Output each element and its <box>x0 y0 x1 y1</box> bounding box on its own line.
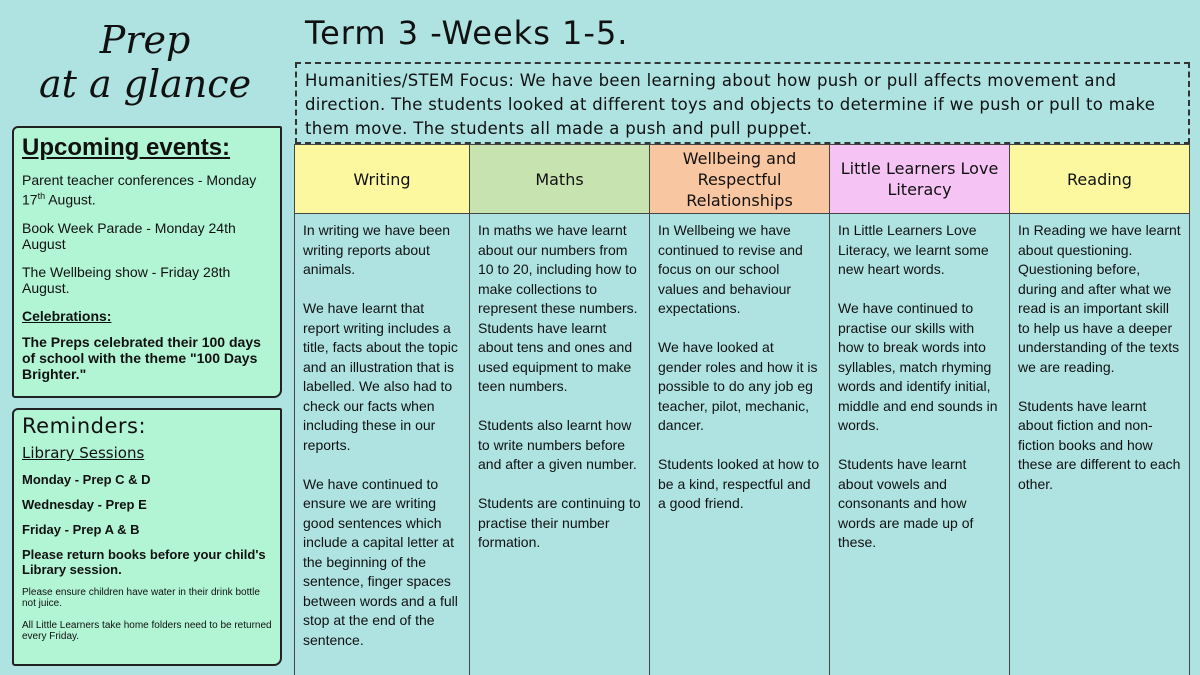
subject-header: Wellbeing and Respectful Relationships <box>650 144 829 214</box>
upcoming-events-heading: Upcoming events: <box>22 134 231 161</box>
event-item <box>22 264 272 296</box>
folders-note: All Little Learners take home folders need to be returned every Friday. <box>22 620 272 642</box>
page-title <box>20 18 270 106</box>
term-heading: Term 3 -Weeks 1-5. <box>305 14 629 52</box>
subject-header: Little Learners Love Literacy <box>830 144 1009 214</box>
subject-column-maths <box>470 144 650 675</box>
event-item <box>22 172 272 208</box>
celebrations-text: The Preps celebrated their 100 days of school with the theme "100 Days Brighter." <box>22 333 261 382</box>
return-books-note: Please return books before your child's Library session. <box>22 547 266 577</box>
library-day: Monday - Prep C & D <box>22 472 151 487</box>
subject-header: Writing <box>295 144 469 214</box>
event-text: Book Week Parade - Monday 24th August <box>22 219 236 252</box>
reminders-heading: Reminders: <box>22 414 147 438</box>
subject-body: In Wellbeing we have continued to revise and focus on our school values and behaviour expectations. We have looked at gender roles and how it is possible to do any job eg teacher, pilot, mechanic, dancer. Students looked at how to be a kind, respectful and a good friend. <box>658 222 820 511</box>
subject-body: In maths we have learnt about our numbers from 10 to 20, including how to make collections to represent these numbers. Students have learnt about tens and ones and used equipment to make teen numbers. Students also learnt how to write numbers before and after a given number. Students are continuing to practise their number formation. <box>478 222 641 550</box>
library-day: Wednesday - Prep E <box>22 497 147 512</box>
page-title-line2: at a glance <box>38 62 252 106</box>
event-superscript: th <box>37 191 46 201</box>
subject-header: Reading <box>1010 144 1189 214</box>
focus-box <box>295 62 1190 144</box>
focus-text: Humanities/STEM Focus: We have been learning about how push or pull affects movement and direction. The students looked at different toys and objects to determine if we push or pull to make them move. The students all made a push and pull puppet. <box>305 71 1156 138</box>
subject-body: In Reading we have learnt about questioning. Questioning before, during and after what we read is an important skill to help us have a deeper understanding of the texts we are reading. Students have learnt about fiction and non-fiction books and how these are different to each other. <box>1018 222 1181 492</box>
water-note: Please ensure children have water in their drink bottle not juice. <box>22 587 260 609</box>
library-sessions-heading: Library Sessions <box>22 444 145 462</box>
page-title-line1: Prep <box>99 18 191 62</box>
upcoming-events-panel <box>12 126 282 398</box>
event-text: Parent teacher conferences - Monday 17 <box>22 172 257 208</box>
event-text-end: August. <box>45 191 96 208</box>
subjects-table <box>294 144 1190 675</box>
subject-body: In Little Learners Love Literacy, we learnt some new heart words. We have continued to practise our skills with how to break words into syllables, match rhyming words and identify initial, middle and end sounds in words. Students have learnt about vowels and consonants and how words are made up of these. <box>838 222 998 550</box>
subject-body: In writing we have been writing reports about animals. We have learnt that report writing includes a title, facts about the topic and an illustration that is labelled. We also had to check our facts when including these in our reports. We have continued to ensure we are writing good sentences which include a capital letter at the beginning of the sentence, finger spaces between words and a full stop at the end of the sentence. <box>303 222 458 648</box>
subject-column-literacy <box>830 144 1010 675</box>
celebrations-heading: Celebrations: <box>22 307 112 324</box>
library-day: Friday - Prep A & B <box>22 522 140 537</box>
event-text: The Wellbeing show - Friday 28th August. <box>22 263 231 296</box>
event-item <box>22 220 272 252</box>
subject-header: Maths <box>470 144 649 214</box>
reminders-panel <box>12 408 282 666</box>
subject-column-wellbeing <box>650 144 830 675</box>
subject-column-writing <box>294 144 470 675</box>
subject-column-reading <box>1010 144 1190 675</box>
